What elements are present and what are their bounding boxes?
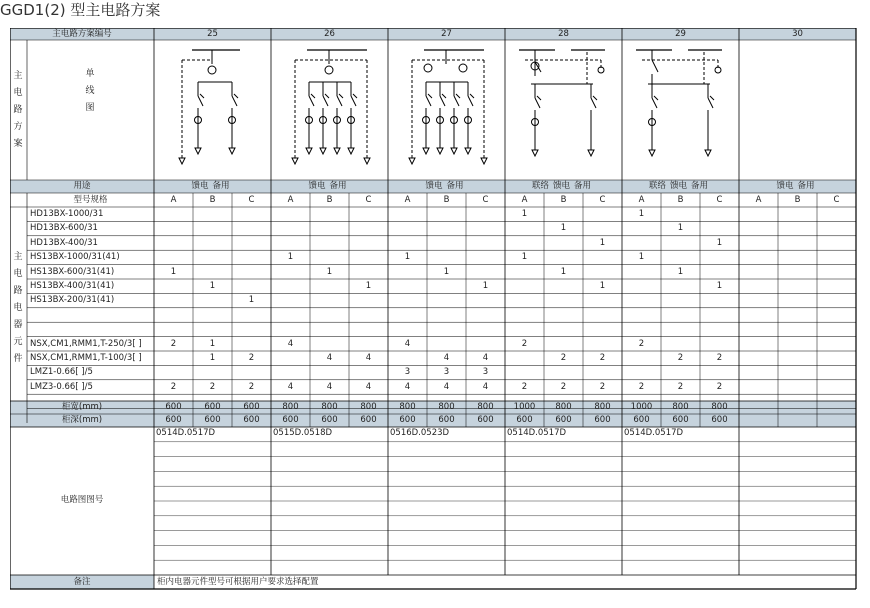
scheme-number: 27 bbox=[441, 29, 452, 39]
component-quantity: 1 bbox=[404, 252, 411, 263]
component-name: HD13BX-400/31 bbox=[30, 237, 98, 248]
phase-column-header: C bbox=[833, 195, 840, 205]
component-quantity: 1 bbox=[482, 281, 489, 291]
component-quantity: 3 bbox=[443, 367, 450, 378]
main-circuit-label-char: 路 bbox=[13, 104, 23, 115]
component-quantity: 2 bbox=[677, 381, 684, 392]
component-name: HS13BX-400/31(41) bbox=[30, 281, 115, 291]
cabinet-depth-value: 600 bbox=[477, 415, 494, 425]
component-quantity: 2 bbox=[521, 338, 528, 349]
component-quantity: 2 bbox=[599, 381, 606, 392]
cabinet-depth-value: 600 bbox=[165, 415, 182, 425]
usage-word: 备用 bbox=[691, 181, 709, 191]
component-quantity: 1 bbox=[560, 223, 567, 234]
circuit-diagram-number: 0516D.0523D bbox=[390, 428, 450, 438]
breaker-mark bbox=[200, 94, 204, 98]
phase-column-header: C bbox=[365, 195, 372, 205]
breaker-mark bbox=[470, 94, 474, 98]
component-quantity: 3 bbox=[404, 367, 411, 378]
component-quantity: 4 bbox=[326, 353, 333, 363]
circuit-diagram-number: 0515D.0518D bbox=[273, 428, 333, 438]
component-quantity: 2 bbox=[677, 353, 684, 363]
breaker-icon bbox=[309, 96, 314, 106]
component-quantity: 1 bbox=[677, 266, 684, 277]
breaker-icon bbox=[426, 96, 431, 106]
usage-word: 馈电 bbox=[308, 181, 326, 191]
phase-column-header: A bbox=[521, 195, 528, 205]
component-name: HD13BX-1000/31 bbox=[30, 209, 104, 219]
breaker-mark bbox=[654, 96, 658, 100]
outgoing-arrow-icon bbox=[292, 158, 298, 164]
single-line-diagram bbox=[388, 40, 505, 180]
single-line-diagram bbox=[271, 40, 388, 180]
phase-column-header: A bbox=[287, 195, 294, 205]
cabinet-depth-value: 600 bbox=[321, 415, 338, 425]
page-title: GGD1(2) 型主电路方案 bbox=[0, 1, 161, 19]
breaker-mark bbox=[311, 94, 315, 98]
component-quantity: 1 bbox=[209, 353, 216, 363]
usage-word: 馈电 bbox=[552, 181, 570, 191]
component-quantity: 1 bbox=[521, 209, 528, 219]
usage-cell bbox=[505, 182, 622, 191]
breaker-icon bbox=[440, 96, 445, 106]
main-components-label-char: 电 bbox=[13, 302, 23, 313]
breaker-mark bbox=[593, 96, 597, 100]
main-components-label-char: 元 bbox=[13, 336, 23, 347]
main-components-label-char: 路 bbox=[13, 285, 23, 296]
phase-column-header: B bbox=[794, 195, 801, 205]
usage-word: 联络 bbox=[648, 181, 666, 191]
component-quantity: 2 bbox=[521, 381, 528, 392]
cabinet-depth-value: 600 bbox=[555, 415, 572, 425]
component-quantity: 1 bbox=[287, 252, 294, 263]
cabinet-width-value: 800 bbox=[711, 402, 728, 412]
cabinet-depth-value: 600 bbox=[438, 415, 455, 425]
component-quantity: 2 bbox=[560, 353, 567, 363]
outgoing-arrow-icon bbox=[348, 148, 354, 154]
scheme-number: 29 bbox=[675, 29, 686, 39]
main-components-label bbox=[12, 249, 24, 368]
component-quantity: 1 bbox=[248, 295, 255, 306]
phase-column-header: A bbox=[170, 195, 177, 205]
outgoing-arrow-icon bbox=[423, 148, 429, 154]
component-name: HS13BX-200/31(41) bbox=[30, 295, 115, 306]
component-name: NSX,CM1,RMM1,T-100/3[ ] bbox=[30, 353, 142, 363]
usage-word: 备用 bbox=[797, 181, 815, 191]
outgoing-arrow-icon bbox=[649, 150, 655, 156]
breaker-mark bbox=[353, 94, 357, 98]
phase-column-header: A bbox=[404, 195, 411, 205]
cabinet-width-value: 800 bbox=[672, 402, 689, 412]
component-quantity: 1 bbox=[599, 237, 606, 248]
component-quantity: 2 bbox=[638, 381, 645, 392]
component-quantity: 2 bbox=[170, 381, 177, 392]
main-circuit-label-char: 主 bbox=[13, 70, 23, 81]
main-circuit-label-char: 电 bbox=[13, 87, 23, 98]
usage-cell bbox=[388, 182, 505, 191]
component-quantity: 2 bbox=[248, 381, 255, 392]
cabinet-width-value: 600 bbox=[165, 402, 182, 412]
component-quantity: 2 bbox=[248, 353, 255, 363]
outgoing-arrow-icon bbox=[481, 158, 487, 164]
breaker-icon bbox=[351, 96, 356, 106]
outgoing-arrow-icon bbox=[465, 148, 471, 154]
phase-column-header: C bbox=[716, 195, 723, 205]
model-spec-label: 型号规格 bbox=[73, 195, 108, 205]
component-quantity: 4 bbox=[404, 338, 411, 349]
cabinet-width-value: 800 bbox=[438, 402, 455, 412]
component-name: HS13BX-600/31(41) bbox=[30, 266, 115, 277]
component-quantity: 1 bbox=[365, 281, 372, 291]
breaker-icon bbox=[652, 98, 657, 108]
breaker-icon bbox=[468, 96, 473, 106]
breaker-icon bbox=[337, 96, 342, 106]
breaker-icon bbox=[232, 96, 237, 106]
cabinet-width-value: 800 bbox=[555, 402, 572, 412]
main-circuit-label-char: 方 bbox=[13, 121, 23, 132]
component-name: NSX,CM1,RMM1,T-250/3[ ] bbox=[30, 338, 142, 349]
phase-column-header: B bbox=[443, 195, 450, 205]
breaker-mark bbox=[537, 96, 541, 100]
component-quantity: 2 bbox=[560, 381, 567, 392]
usage-cell bbox=[271, 182, 388, 191]
breaker-mark bbox=[442, 94, 446, 98]
outgoing-arrow-icon bbox=[229, 148, 235, 154]
usage-cell bbox=[622, 182, 739, 191]
cabinet-width-value: 1000 bbox=[630, 402, 653, 412]
usage-label: 用途 bbox=[73, 181, 91, 191]
cabinet-width-label: 柜宽(mm) bbox=[61, 402, 103, 412]
isolator-icon bbox=[325, 66, 333, 74]
cabinet-width-value: 800 bbox=[594, 402, 611, 412]
outgoing-arrow-icon bbox=[195, 148, 201, 154]
scheme-number: 25 bbox=[207, 29, 218, 39]
breaker-icon bbox=[652, 60, 658, 72]
breaker-icon bbox=[454, 96, 459, 106]
component-quantity: 4 bbox=[287, 338, 294, 349]
main-circuit-label bbox=[12, 68, 24, 153]
component-quantity: 4 bbox=[287, 381, 294, 392]
isolator-icon bbox=[208, 66, 216, 74]
single-line-diagram bbox=[505, 40, 622, 180]
outgoing-arrow-icon bbox=[306, 148, 312, 154]
phase-column-header: C bbox=[248, 195, 255, 205]
breaker-icon bbox=[591, 98, 596, 108]
main-components-label-char: 主 bbox=[13, 251, 23, 262]
component-name: LMZ1-0.66[ ]/5 bbox=[30, 367, 93, 378]
component-quantity: 2 bbox=[716, 353, 723, 363]
component-quantity: 1 bbox=[599, 281, 606, 291]
component-quantity: 1 bbox=[521, 252, 528, 263]
cabinet-width-value: 600 bbox=[204, 402, 221, 412]
component-quantity: 3 bbox=[482, 367, 489, 378]
component-quantity: 4 bbox=[482, 353, 489, 363]
component-name: HS13BX-1000/31(41) bbox=[30, 252, 120, 263]
component-quantity: 4 bbox=[365, 381, 372, 392]
cabinet-width-value: 800 bbox=[399, 402, 416, 412]
outgoing-arrow-icon bbox=[451, 148, 457, 154]
outgoing-arrow-icon bbox=[334, 148, 340, 154]
cabinet-depth-value: 600 bbox=[672, 415, 689, 425]
usage-word: 馈电 bbox=[425, 181, 443, 191]
single-line-diagram bbox=[622, 40, 739, 180]
component-quantity: 4 bbox=[326, 381, 333, 392]
component-quantity: 1 bbox=[443, 266, 450, 277]
component-quantity: 1 bbox=[560, 266, 567, 277]
phase-column-header: B bbox=[326, 195, 333, 205]
outgoing-arrow-icon bbox=[179, 158, 185, 164]
cabinet-depth-value: 600 bbox=[399, 415, 416, 425]
current-transformer-icon bbox=[424, 64, 432, 72]
usage-word: 备用 bbox=[329, 181, 347, 191]
single-line-diagram bbox=[154, 40, 271, 180]
outgoing-arrow-icon bbox=[705, 150, 711, 156]
outgoing-arrow-icon bbox=[364, 158, 370, 164]
scheme-number: 28 bbox=[558, 29, 569, 39]
cabinet-depth-value: 600 bbox=[516, 415, 533, 425]
single-line-label-char: 线 bbox=[85, 85, 95, 96]
component-quantity: 1 bbox=[638, 209, 645, 219]
component-quantity: 1 bbox=[716, 281, 723, 291]
component-quantity: 4 bbox=[482, 381, 489, 392]
phase-column-header: A bbox=[638, 195, 645, 205]
component-quantity: 4 bbox=[404, 381, 411, 392]
usage-word: 馈电 bbox=[776, 181, 794, 191]
cabinet-width-value: 800 bbox=[282, 402, 299, 412]
breaker-icon bbox=[323, 96, 328, 106]
cabinet-width-value: 800 bbox=[477, 402, 494, 412]
main-components-label-char: 器 bbox=[13, 319, 23, 330]
component-quantity: 1 bbox=[209, 338, 216, 349]
circuit-diagram-number: 0514D.0517D bbox=[624, 428, 684, 438]
scheme-number: 30 bbox=[792, 29, 803, 39]
cabinet-width-value: 800 bbox=[360, 402, 377, 412]
cabinet-depth-value: 600 bbox=[594, 415, 611, 425]
cabinet-depth-value: 600 bbox=[711, 415, 728, 425]
component-name: LMZ3-0.66[ ]/5 bbox=[30, 381, 93, 392]
outgoing-arrow-icon bbox=[409, 158, 415, 164]
phase-column-header: C bbox=[482, 195, 489, 205]
breaker-mark bbox=[710, 96, 714, 100]
cabinet-depth-label: 柜深(mm) bbox=[61, 415, 103, 425]
current-transformer-icon bbox=[459, 64, 467, 72]
breaker-mark bbox=[339, 94, 343, 98]
component-quantity: 4 bbox=[365, 353, 372, 363]
cabinet-depth-value: 600 bbox=[282, 415, 299, 425]
component-quantity: 4 bbox=[443, 381, 450, 392]
single-line-label bbox=[84, 66, 96, 117]
component-quantity: 2 bbox=[170, 338, 177, 349]
cabinet-width-value: 800 bbox=[321, 402, 338, 412]
breaker-mark bbox=[456, 94, 460, 98]
phase-column-header: B bbox=[677, 195, 684, 205]
component-quantity: 1 bbox=[677, 223, 684, 234]
cabinet-width-value: 1000 bbox=[513, 402, 536, 412]
phase-column-header: B bbox=[560, 195, 567, 205]
circuit-diagram-number: 0514D.0517D bbox=[156, 428, 216, 438]
component-quantity: 1 bbox=[170, 266, 177, 277]
cabinet-width-value: 600 bbox=[243, 402, 260, 412]
remarks-text: 柜内电器元件型号可根据用户要求选择配置 bbox=[157, 577, 319, 587]
breaker-icon bbox=[708, 98, 713, 108]
breaker-icon bbox=[535, 98, 540, 108]
component-quantity: 1 bbox=[326, 266, 333, 277]
breaker-mark bbox=[234, 94, 238, 98]
usage-word: 备用 bbox=[574, 181, 592, 191]
outgoing-arrow-icon bbox=[532, 150, 538, 156]
cabinet-depth-value: 600 bbox=[243, 415, 260, 425]
outgoing-arrow-icon bbox=[588, 150, 594, 156]
scheme-number: 26 bbox=[324, 29, 335, 39]
outgoing-arrow-icon bbox=[437, 148, 443, 154]
circuit-diagram-label: 电路图图号 bbox=[60, 495, 104, 505]
phase-column-header: C bbox=[599, 195, 606, 205]
circuit-diagram-number: 0514D.0517D bbox=[507, 428, 567, 438]
usage-word: 备用 bbox=[212, 181, 230, 191]
main-components-label-char: 电 bbox=[13, 268, 23, 279]
usage-word: 馈电 bbox=[191, 181, 209, 191]
component-quantity: 2 bbox=[716, 381, 723, 392]
cabinet-depth-value: 600 bbox=[204, 415, 221, 425]
component-quantity: 2 bbox=[599, 353, 606, 363]
breaker-mark bbox=[325, 94, 329, 98]
component-quantity: 1 bbox=[716, 237, 723, 248]
component-quantity: 1 bbox=[638, 252, 645, 263]
breaker-mark bbox=[428, 94, 432, 98]
cabinet-depth-value: 600 bbox=[360, 415, 377, 425]
usage-word: 备用 bbox=[446, 181, 464, 191]
cabinet-depth-value: 600 bbox=[633, 415, 650, 425]
component-quantity: 2 bbox=[209, 381, 216, 392]
single-line-label-char: 单 bbox=[85, 68, 95, 79]
usage-cell bbox=[739, 182, 856, 191]
usage-cell bbox=[154, 182, 271, 191]
breaker-icon bbox=[198, 96, 203, 106]
single-line-label-char: 图 bbox=[85, 102, 95, 113]
component-quantity: 4 bbox=[443, 353, 450, 363]
remarks-label: 备注 bbox=[73, 577, 91, 587]
main-circuit-label-char: 案 bbox=[13, 138, 23, 149]
usage-word: 联络 bbox=[531, 181, 549, 191]
component-quantity: 1 bbox=[209, 281, 216, 291]
component-name: HD13BX-600/31 bbox=[30, 223, 98, 234]
phase-column-header: A bbox=[755, 195, 762, 205]
phase-column-header: B bbox=[209, 195, 216, 205]
outgoing-arrow-icon bbox=[320, 148, 326, 154]
component-quantity: 2 bbox=[638, 338, 645, 349]
usage-word: 馈电 bbox=[669, 181, 687, 191]
main-components-label-char: 件 bbox=[13, 353, 23, 364]
scheme-number-label: 主电路方案编号 bbox=[52, 29, 112, 39]
